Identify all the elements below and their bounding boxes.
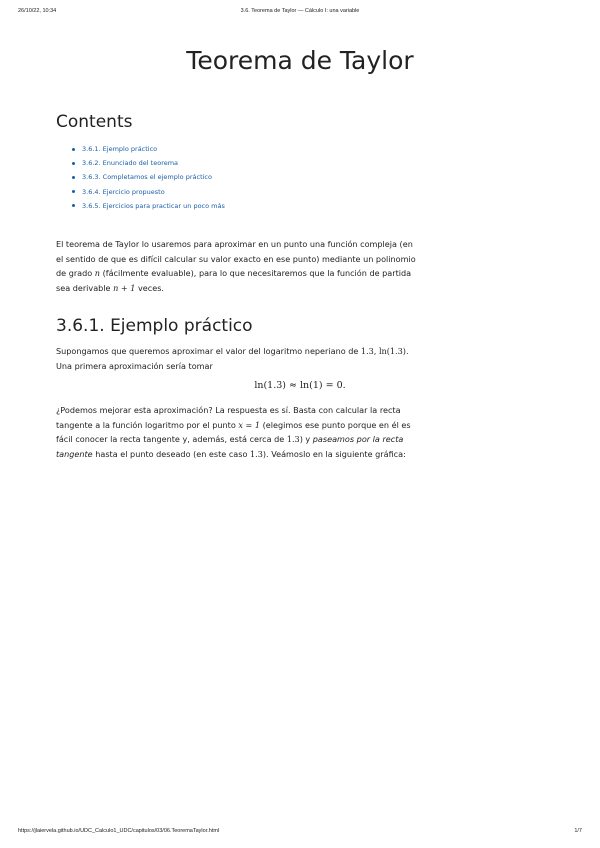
section-paragraph-1 bbox=[56, 344, 421, 373]
toc-link-completamos[interactable]: 3.6.3. Completamos el ejemplo práctico bbox=[82, 173, 212, 182]
p2-text-5: ). Veámoslo en la siguiente gráfica: bbox=[262, 448, 406, 459]
toc-link-ejercicios-practicar[interactable]: 3.6.5. Ejercicios para practicar un poco más bbox=[82, 201, 225, 210]
math-x-equals-1: x = 1 bbox=[238, 419, 261, 430]
intro-text-3: veces. bbox=[135, 282, 164, 293]
p2-text-1: ¿Podemos mejorar esta aproximación? La respuesta es sí. Basta con calcular la recta tangente a la función logaritmo por el punto bbox=[56, 405, 401, 430]
intro-text-2: (fácilmente evaluable), para lo que necesitaremos que la función de partida sea derivable bbox=[56, 268, 412, 293]
math-1-3: 1.3 bbox=[250, 448, 263, 459]
p2-text-3: ) y bbox=[299, 434, 313, 444]
math-1-3: 1.3 bbox=[286, 434, 300, 444]
table-of-contents bbox=[72, 142, 225, 213]
print-page-number: 1/7 bbox=[574, 828, 582, 834]
emphasis-tangente: paseamos por la recta tangente bbox=[56, 434, 404, 459]
print-header bbox=[18, 8, 582, 18]
intro-text-1: El teorema de Taylor lo usaremos para aproximar en un punto una función compleja (en el sentido de que es difícil calcular su valor exacto en ese punto) mediante un polinomio de grado bbox=[56, 239, 416, 278]
toc-item bbox=[72, 170, 225, 184]
section-heading: 3.6.1. Ejemplo práctico bbox=[56, 316, 253, 336]
print-doc-title: 3.6. Teorema de Taylor — Cálculo I: una variable bbox=[240, 8, 360, 14]
toc-item bbox=[72, 199, 225, 213]
toc-link-ejemplo-practico[interactable]: 3.6.1. Ejemplo práctico bbox=[82, 145, 158, 153]
p2-text-2: (elegimos ese punto porque en él es fácil conocer la recta tangente y, además, está cerca de bbox=[56, 419, 411, 444]
section-paragraph-2 bbox=[56, 403, 421, 461]
contents-heading: Contents bbox=[56, 112, 133, 132]
toc-link-ejercicio-propuesto[interactable]: 3.6.4. Ejercicio propuesto bbox=[82, 187, 165, 196]
p1-text-1: Supongamos que queremos aproximar el valor del logaritmo neperiano de bbox=[56, 346, 361, 356]
p1-sep: , bbox=[373, 346, 379, 356]
page-title: Teorema de Taylor bbox=[186, 46, 414, 75]
print-url: https://jlaiervela.github.io/UDC_Calculo1_UDC/capitulos/03/06.TeoremaTaylor.html bbox=[18, 828, 220, 834]
math-n: n bbox=[94, 268, 100, 278]
math-1-3: 1.3 bbox=[360, 346, 374, 356]
toc-item bbox=[72, 185, 225, 199]
intro-paragraph bbox=[56, 237, 421, 295]
print-datetime: 26/10/22, 10:34 bbox=[18, 8, 57, 14]
display-equation: ln(1.3) ≈ ln(1) = 0. bbox=[254, 380, 346, 391]
p1-text-2: . Una primera aproximación sería tomar bbox=[56, 346, 409, 371]
math-ln-1-3: ln(1.3) bbox=[378, 346, 406, 356]
p2-text-4: hasta el punto deseado (en este caso bbox=[92, 448, 251, 459]
toc-item bbox=[72, 156, 225, 170]
math-n-plus-1: n + 1 bbox=[113, 282, 136, 293]
toc-item bbox=[72, 142, 225, 156]
print-footer bbox=[18, 828, 582, 838]
toc-link-enunciado[interactable]: 3.6.2. Enunciado del teorema bbox=[82, 159, 179, 168]
